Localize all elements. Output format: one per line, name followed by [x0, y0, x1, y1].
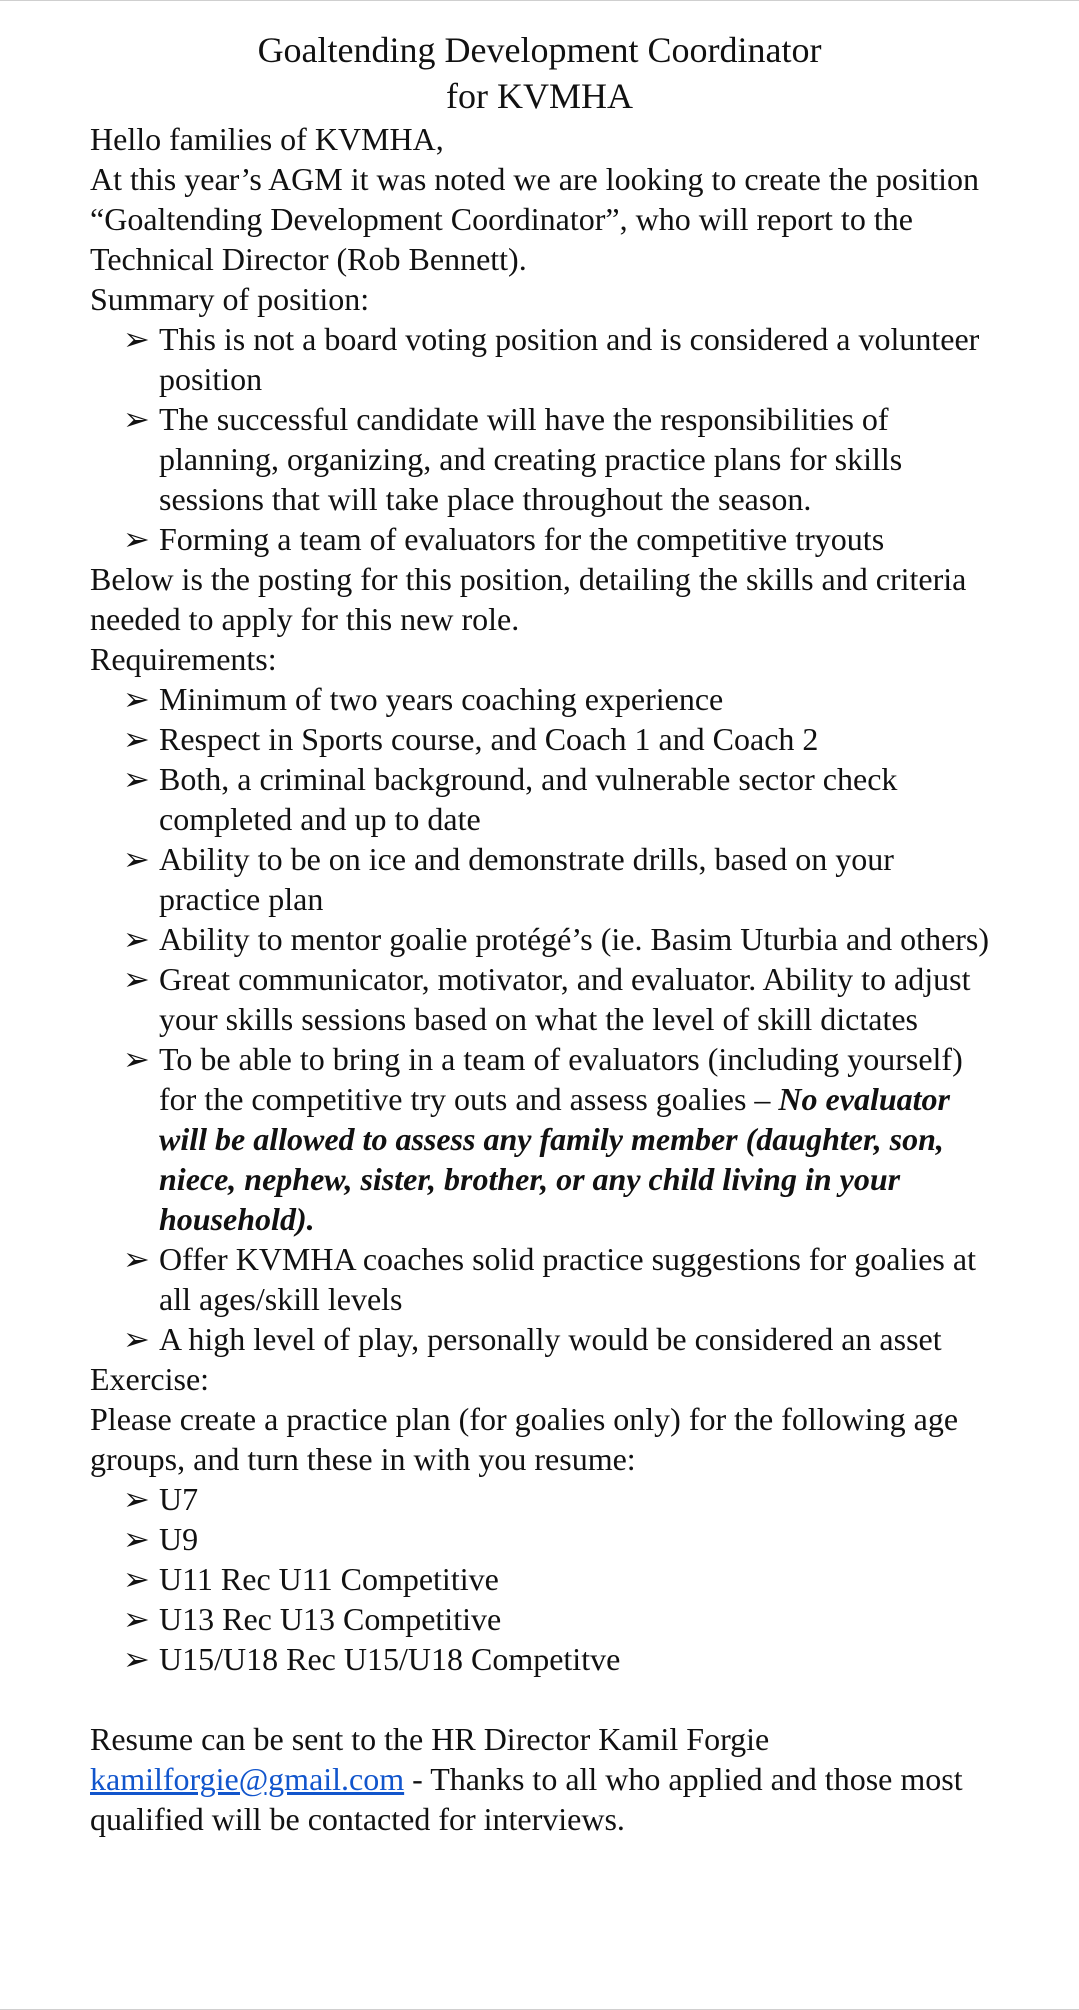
- exercise-heading: Exercise:: [90, 1361, 210, 1397]
- list-item: [90, 1559, 990, 1599]
- summary-item-text: This is not a board voting position and is considered a volunteer position: [159, 321, 980, 397]
- list-item: [90, 1599, 990, 1639]
- title-line-2: for KVMHA: [446, 76, 633, 116]
- requirement-text: Ability to mentor goalie protégé’s (ie. Basim Uturbia and others): [159, 921, 990, 957]
- page-title: [0, 27, 1079, 119]
- requirement-text: A high level of play, personally would be considered an asset: [159, 1321, 942, 1357]
- list-item: [90, 319, 990, 399]
- arrow-bullet-icon: ➢: [123, 1321, 150, 1357]
- age-group-text: U7: [159, 1481, 199, 1517]
- list-item: [90, 1639, 990, 1679]
- list-item: [90, 719, 990, 759]
- intro-paragraph: At this year’s AGM it was noted we are looking to create the position “Goaltending Development Coordinator”, who will report to the Technical Director (Rob Bennett).: [90, 161, 979, 277]
- list-item: [90, 519, 990, 559]
- arrow-bullet-icon: ➢: [123, 841, 150, 877]
- greeting: Hello families of KVMHA,: [90, 121, 444, 157]
- age-group-text: U15/U18 Rec U15/U18 Competitve: [159, 1641, 621, 1677]
- resume-paragraph: [90, 1719, 990, 1839]
- list-item: [90, 1319, 990, 1359]
- summary-item-text: Forming a team of evaluators for the competitive tryouts: [159, 521, 885, 557]
- arrow-bullet-icon: ➢: [123, 321, 150, 357]
- arrow-bullet-icon: ➢: [123, 1481, 150, 1517]
- requirement-text: Ability to be on ice and demonstrate drills, based on your practice plan: [159, 841, 894, 917]
- exercise-paragraph: Please create a practice plan (for goalies only) for the following age groups, and turn these in with you resume:: [90, 1401, 959, 1477]
- arrow-bullet-icon: ➢: [123, 1601, 150, 1637]
- requirements-list: [90, 679, 990, 1359]
- requirement-text: Offer KVMHA coaches solid practice suggestions for goalies at all ages/skill levels: [159, 1241, 976, 1317]
- arrow-bullet-icon: ➢: [123, 1561, 150, 1597]
- arrow-bullet-icon: ➢: [123, 1241, 150, 1277]
- summary-heading: Summary of position:: [90, 281, 370, 317]
- resume-text: Resume can be sent to the HR Director Kamil Forgie: [90, 1721, 770, 1757]
- age-groups-list: [90, 1479, 990, 1679]
- age-group-text: U11 Rec U11 Competitive: [159, 1561, 499, 1597]
- title-line-1: Goaltending Development Coordinator: [257, 30, 822, 70]
- list-item: [90, 839, 990, 919]
- age-group-text: U9: [159, 1521, 199, 1557]
- email-link[interactable]: kamilforgie@gmail.com: [90, 1761, 405, 1797]
- arrow-bullet-icon: ➢: [123, 1641, 150, 1677]
- arrow-bullet-icon: ➢: [123, 401, 150, 437]
- document-body: [90, 27, 990, 1839]
- arrow-bullet-icon: ➢: [123, 681, 150, 717]
- list-item: [90, 1519, 990, 1559]
- list-item: [90, 399, 990, 519]
- arrow-bullet-icon: ➢: [123, 961, 150, 997]
- list-item: [90, 1039, 990, 1239]
- spacer: [90, 1679, 990, 1719]
- arrow-bullet-icon: ➢: [123, 761, 150, 797]
- arrow-bullet-icon: ➢: [123, 1041, 150, 1077]
- requirement-text: Respect in Sports course, and Coach 1 and Coach 2: [159, 721, 819, 757]
- list-item: [90, 1479, 990, 1519]
- evaluator-conflict-warning: No evaluator will be allowed to assess any family member (daughter, son, niece, nephew, sister, brother, or any child living in your household).: [159, 1081, 950, 1237]
- list-item: [90, 959, 990, 1039]
- summary-item-text: The successful candidate will have the responsibilities of planning, organizing, and creating practice plans for skills sessions that will take place throughout the season.: [159, 401, 903, 517]
- arrow-bullet-icon: ➢: [123, 921, 150, 957]
- requirement-text: Great communicator, motivator, and evaluator. Ability to adjust your skills sessions based on what the level of skill dictates: [159, 961, 971, 1037]
- closing-text: - Thanks to all who applied and those most qualified will be contacted for interviews.: [90, 1761, 963, 1837]
- summary-list: [90, 319, 990, 559]
- list-item: [90, 919, 990, 959]
- requirement-text: Both, a criminal background, and vulnerable sector check completed and up to date: [159, 761, 898, 837]
- list-item: [90, 1239, 990, 1319]
- list-item: [90, 679, 990, 719]
- requirement-text: To be able to bring in a team of evaluators (including yourself) for the competitive try outs and assess goalies –: [159, 1041, 963, 1117]
- arrow-bullet-icon: ➢: [123, 1521, 150, 1557]
- age-group-text: U13 Rec U13 Competitive: [159, 1601, 502, 1637]
- list-item: [90, 759, 990, 839]
- requirements-heading: Requirements:: [90, 641, 277, 677]
- arrow-bullet-icon: ➢: [123, 521, 150, 557]
- posting-paragraph: Below is the posting for this position, detailing the skills and criteria needed to apply for this new role.: [90, 561, 967, 637]
- requirement-text: Minimum of two years coaching experience: [159, 681, 724, 717]
- arrow-bullet-icon: ➢: [123, 721, 150, 757]
